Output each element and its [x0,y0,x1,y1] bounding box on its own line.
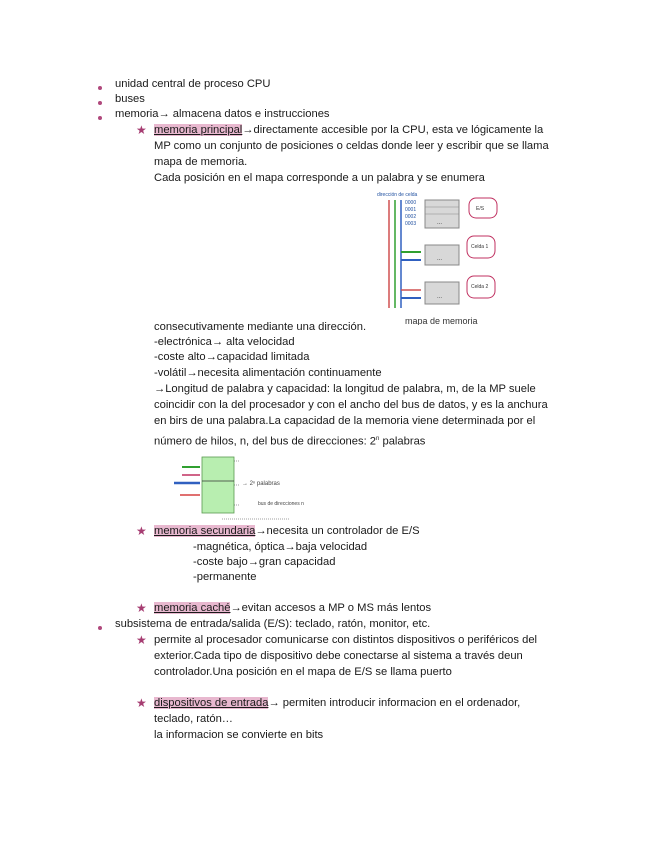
bullet-es: subsistema de entrada/salida (E/S): teclado, ratón, monitor, etc. [115,618,431,630]
svg-text:0002: 0002 [405,214,417,220]
star-icon: ★ [136,123,147,137]
mp-line12: número de hilos, n, del bus de direcciones: 2$^n$ palabras [154,435,426,448]
svg-text:...: ... [437,294,443,300]
de-line3: la informacion se convierte en bits [154,729,324,741]
star-icon: ★ [136,524,147,538]
svg-text:...: ... [437,220,443,226]
bullet-memoria: memoria→ almacena datos e instrucciones [115,108,330,120]
star-icon: ★ [136,633,147,647]
mp-line4: Cada posición en el mapa corresponde a un palabra y se enumera [154,172,485,184]
svg-text:E/S: E/S [476,206,485,212]
mp-line7: -coste alto→capacidad limitada [154,351,310,363]
mp-line9: →Longitud de palabra y capacidad: la longitud de palabra, m, de la MP suele [154,383,536,395]
es-line2: exterior.Cada tipo de dispositivo debe conectarse al sistema a través deun [154,650,523,662]
es-line1: permite al procesador comunicarse con distintos dispositivos o periféricos del [154,634,538,646]
bullet-cpu: unidad central de proceso CPU [115,78,271,90]
address-bus-note: bus de direcciones n [258,501,304,507]
bullet-buses: buses [115,93,145,105]
ms-line3: -coste bajo→gran capacidad [193,556,336,568]
svg-text:Celda 2: Celda 2 [471,284,489,290]
mp-line3: mapa de memoria. [154,156,248,168]
mp-line1: memoria principal→directamente accesible por la CPU, esta ve lógicamente la [154,124,544,136]
mp-line5: consecutivamente mediante una dirección. [154,321,367,333]
memory-map-diagram [375,190,505,325]
diagram-top-label: dirección de celda [377,192,418,198]
star-icon: ★ [136,696,147,710]
memory-cell [425,245,459,265]
cache-term: memoria caché [154,602,231,614]
svg-text:0001: 0001 [405,207,417,213]
svg-text:Celda 1: Celda 1 [471,244,489,250]
ms-term: memoria secundaria [154,525,256,537]
ms-line2: -magnética, óptica→baja velocidad [193,541,368,553]
de-term: dispositivos de entrada [154,697,269,709]
ms-line4: -permanente [193,571,257,583]
cache-line1: memoria caché→evitan accesos a MP o MS más lentos [154,602,432,614]
mp-line6: -electrónica→ alta velocidad [154,336,295,348]
diagram-caption: mapa de memoria [405,316,478,325]
svg-text:0000: 0000 [405,200,417,206]
star-icon: ★ [136,601,147,615]
capacity-diagram [160,455,360,525]
bullet-icon [98,116,102,120]
capacity-note: → 2ⁿ palabras [242,481,280,487]
bullet-icon [98,101,102,105]
de-line1: dispositivos de entrada→ permiten introducir informacion en el ordenador, [154,697,521,709]
bullet-icon [98,86,102,90]
mp-line10: coincidir con la del procesador y con el ancho del bus de datos, y es la anchura [154,399,548,411]
mp-line8: -volátil→necesita alimentación continuamente [154,367,382,379]
de-line2: teclado, ratón… [154,713,233,725]
svg-text:...: ... [437,256,443,262]
es-line3: controlador.Una posición en el mapa de E/S se llama puerto [154,666,452,678]
memory-cell [425,282,459,304]
mp-line2: MP como un conjunto de posiciones o celdas donde leer y escribir que se llama [154,140,549,152]
svg-text:0003: 0003 [405,221,417,227]
mp-line11: en birs de una palabra.La capacidad de la memoria viene determinada por el [154,415,536,427]
mp-term: memoria principal [154,124,243,136]
bullet-icon [98,626,102,630]
ms-line1: memoria secundaria→necesita un controlador de E/S [154,525,420,537]
